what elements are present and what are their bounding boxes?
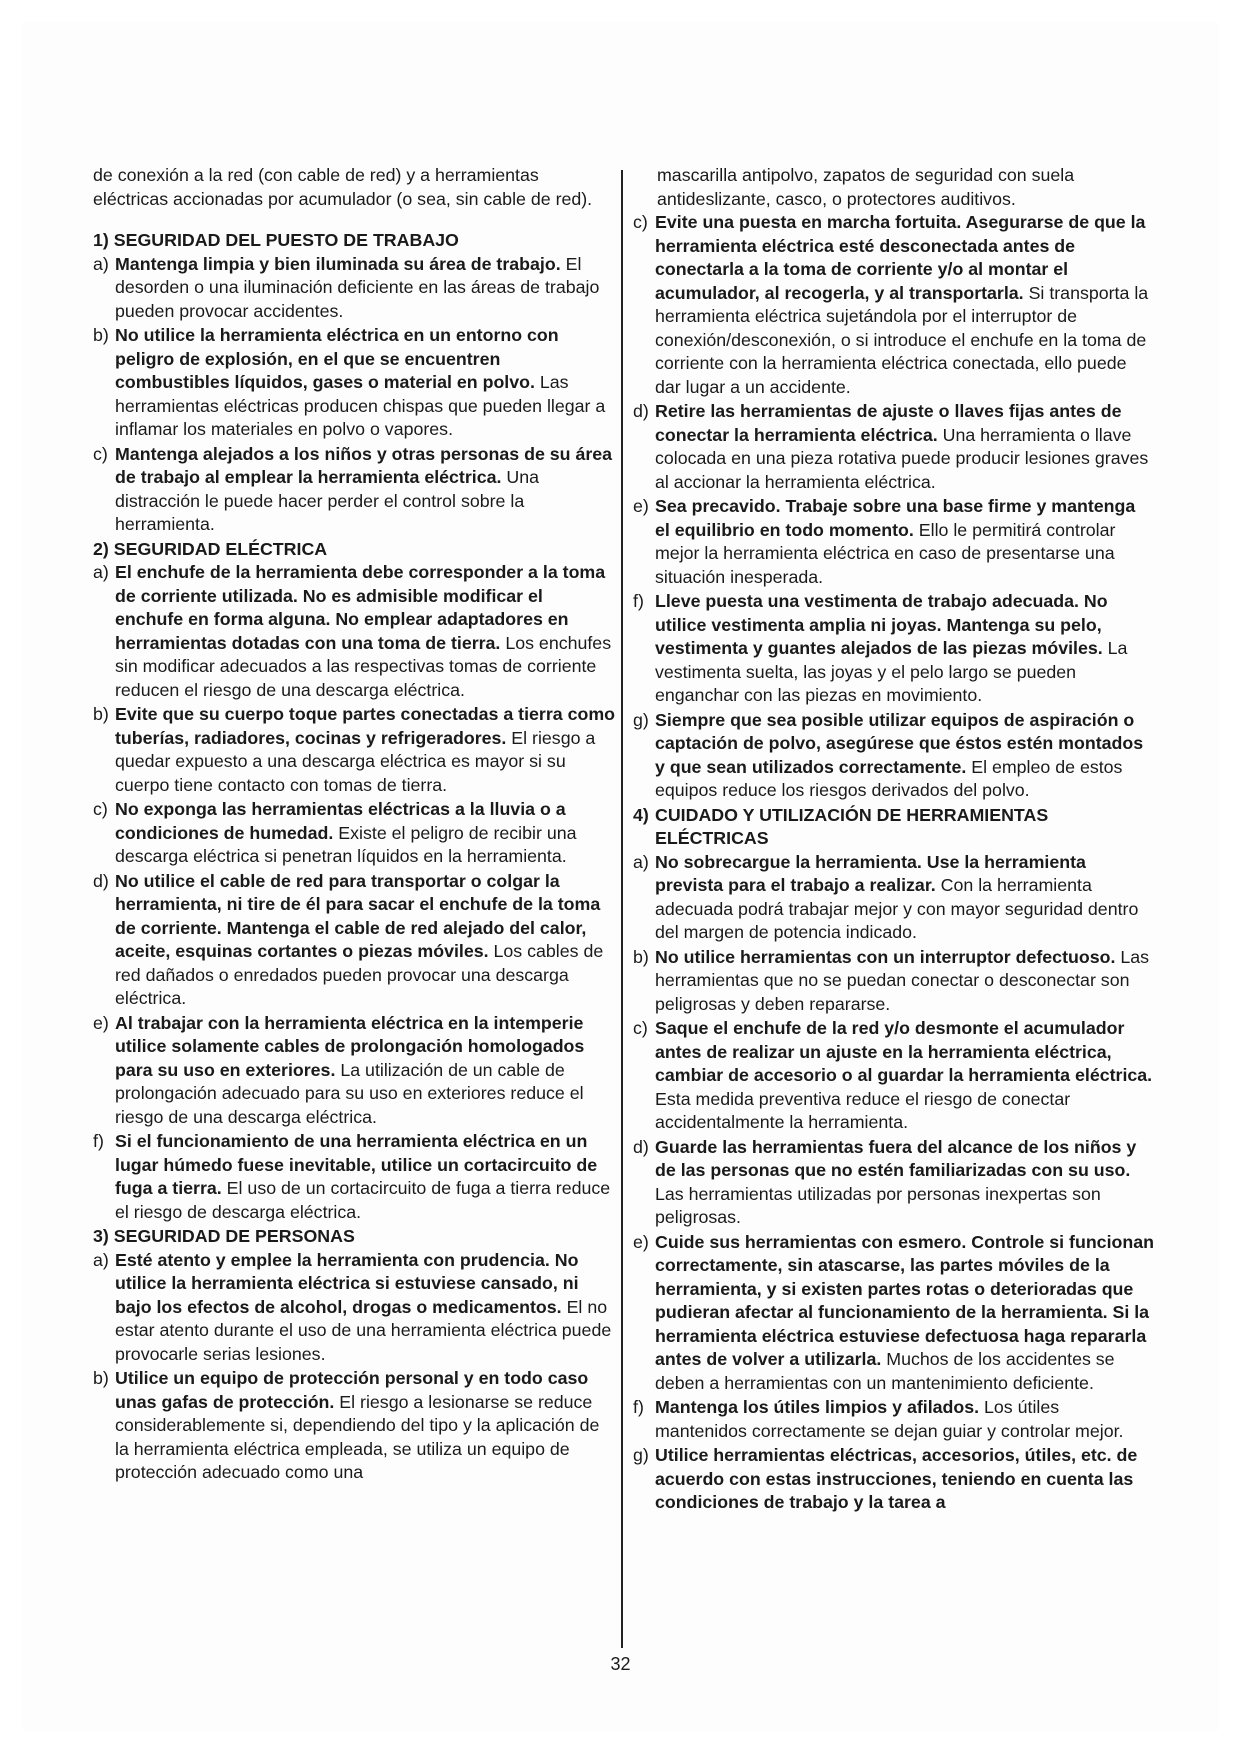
section-4-list <box>633 851 1155 1515</box>
item-bold-text: Evite que su cuerpo toque partes conectadas a tierra como tuberías, radiadores, cocinas y refrigeradores. <box>115 704 616 748</box>
item-bold-text: Utilice un equipo de protección personal y en todo caso unas gafas de protección. <box>115 1368 589 1412</box>
item-text <box>115 1249 615 1367</box>
item-regular-text: Las herramientas eléctricas producen chispas que pueden llegar a inflamar los materiales en polvo o vapores. <box>115 372 606 439</box>
item-label: c) <box>93 799 108 819</box>
list-item <box>93 870 615 1011</box>
item-regular-text: Existe el peligro de recibir una descarga eléctrica si penetran líquidos en la herramienta. <box>115 822 577 866</box>
item-text <box>115 703 615 797</box>
section-3-list-continued <box>633 211 1155 803</box>
item-label: f) <box>633 1397 644 1417</box>
item-text <box>655 1017 1155 1135</box>
item-label: f) <box>93 1131 104 1151</box>
list-item <box>633 1017 1155 1135</box>
item-bold-text: No sobrecargue la herramienta. Use la herramienta prevista para el trabajo a realizar. <box>655 851 1086 895</box>
item-bold-text: El enchufe de la herramienta debe corresponder a la toma de corriente utilizada. No es admisible modificar el enchufe en forma alguna. No emplear adaptadores en herramientas dotadas con una toma de tierra. <box>115 562 606 653</box>
item-bold-text: No utilice el cable de red para transportar o colgar la herramienta, ni tire de él para sacar el enchufe de la toma de corriente. Mantenga el cable de red alejado del calor, aceite, esquinas cortantes o piezas móviles. <box>115 870 601 961</box>
list-item <box>93 324 615 442</box>
item-label: b) <box>633 946 649 967</box>
item-text <box>655 495 1155 589</box>
item-regular-text: Esta medida preventiva reduce el riesgo de conectar accidentalmente la herramienta. <box>655 1088 1071 1132</box>
item-label: e) <box>633 496 649 516</box>
list-item <box>633 400 1155 494</box>
item-text <box>655 1136 1155 1230</box>
item-regular-text: El desorden o una iluminación deficiente en las áreas de trabajo pueden provocar accidentes. <box>115 253 600 321</box>
item-label: d) <box>633 1136 649 1157</box>
continued-paragraph: mascarilla antipolvo, zapatos de seguridad con suela antideslizante, casco, o protectores auditivos. <box>657 165 1075 209</box>
item-regular-text: El uso de un cortacircuito de fuga a tierra reduce el riesgo de descarga eléctrica. <box>115 1178 611 1222</box>
item-label: b) <box>93 704 109 724</box>
item-bold-text: Esté atento y emplee la herramienta con prudencia. No utilice la herramienta eléctrica si estuviese cansado, ni bajo los efectos de alcohol, drogas o medicamentos. <box>115 1249 579 1317</box>
section-heading-2: 2) SEGURIDAD ELÉCTRICA <box>93 538 328 559</box>
item-text <box>115 253 615 324</box>
item-bold-text: Saque el enchufe de la red y/o desmonte el acumulador antes de realizar un ajuste en la herramienta eléctrica, cambiar de accesorio o al guardar la herramienta eléctrica. <box>655 1018 1153 1085</box>
item-label: c) <box>633 212 648 232</box>
item-text <box>655 946 1155 1017</box>
item-bold-text: Mantenga los útiles limpios y afilados. <box>655 1397 980 1417</box>
item-label: f) <box>633 591 644 611</box>
item-text <box>655 1396 1155 1443</box>
item-bold-text: No utilice la herramienta eléctrica en un entorno con peligro de explosión, en el que se encuentren combustibles líquidos, gases o material en polvo. <box>115 325 559 392</box>
item-bold-text: Mantenga alejados a los niños y otras personas de su área de trabajo al emplear la herramienta eléctrica. <box>115 443 613 487</box>
list-item <box>633 1444 1155 1515</box>
item-bold-text: Sea precavido. Trabaje sobre una base firme y mantenga el equilibrio en todo momento. <box>655 496 1136 540</box>
section-2-list <box>93 561 615 1224</box>
item-text <box>655 709 1155 803</box>
list-item <box>93 1130 615 1224</box>
section-heading-4 <box>633 804 1155 851</box>
item-bold-text: Utilice herramientas eléctricas, accesorios, útiles, etc. de acuerdo con estas instrucciones, teniendo en cuenta las condiciones de trabajo y la tarea a <box>655 1445 1138 1512</box>
item-label: a) <box>93 253 109 274</box>
section-heading-3: 3) SEGURIDAD DE PERSONAS <box>93 1226 355 1246</box>
list-item <box>633 946 1155 1017</box>
list-item <box>93 703 615 797</box>
item-label: a) <box>93 1249 109 1270</box>
item-text <box>115 324 615 442</box>
list-item <box>93 798 615 869</box>
item-bold-text: Siempre que sea posible utilizar equipos de aspiración o captación de polvo, asegúrese que éstos estén montados y que sean utilizados correctamente. <box>655 709 1144 777</box>
left-column <box>93 164 615 1486</box>
item-bold-text: Mantenga limpia y bien iluminada su área de trabajo. <box>115 253 561 274</box>
item-bold-text: Lleve puesta una vestimenta de trabajo adecuada. No utilice vestimenta amplia ni joyas. Mantenga su pelo, vestimenta y guantes alejados de las piezas móviles. <box>655 591 1108 658</box>
list-item <box>93 253 615 324</box>
item-text <box>115 561 615 702</box>
item-text <box>115 1130 615 1224</box>
item-text <box>655 590 1155 708</box>
item-label: c) <box>633 1018 648 1038</box>
item-text <box>655 400 1155 494</box>
item-regular-text: El riesgo a lesionarse se reduce considerablemente si, dependiendo del tipo y la aplicación de la herramienta eléctrica empleada, se utiliza un equipo de protección adecuado como una <box>115 1391 600 1482</box>
item-bold-text: Si el funcionamiento de una herramienta eléctrica en un lugar húmedo fuese inevitable, utilice un cortacircuito de fuga a tierra. <box>115 1131 598 1198</box>
column-divider <box>621 170 623 1648</box>
list-item <box>633 851 1155 945</box>
item-label: g) <box>633 709 649 730</box>
item-regular-text: El empleo de estos equipos reduce los riesgos derivados del polvo. <box>655 756 1123 800</box>
list-item <box>93 561 615 702</box>
item-regular-text: Una distracción le puede hacer perder el control sobre la herramienta. <box>115 467 539 534</box>
item-regular-text: Ello le permitirá controlar mejor la herramienta eléctrica en caso de presentarse una situación inesperada. <box>655 519 1116 587</box>
item-regular-text: Las herramientas que no se puedan conectar o desconectar son peligrosas y deben repararse. <box>655 946 1150 1014</box>
item-regular-text: La utilización de un cable de prolongación adecuado para su uso en exteriores reduce el riesgo de una descarga eléctrica. <box>115 1059 584 1127</box>
item-bold-text: No utilice herramientas con un interruptor defectuoso. <box>655 946 1116 967</box>
section-heading-1: 1) SEGURIDAD DEL PUESTO DE TRABAJO <box>93 230 459 250</box>
item-regular-text: Con la herramienta adecuada podrá trabajar mejor y con mayor seguridad dentro del margen de potencia indicado. <box>655 875 1139 942</box>
item-label: a) <box>93 562 109 582</box>
item-text <box>115 1367 615 1485</box>
item-label: g) <box>633 1445 649 1465</box>
section-4-number: 4) <box>633 804 649 825</box>
item-label: e) <box>633 1231 649 1252</box>
item-text <box>115 870 615 1011</box>
item-label: b) <box>93 325 109 345</box>
list-item <box>633 590 1155 708</box>
item-bold-text: No exponga las herramientas eléctricas a la lluvia o a condiciones de humedad. <box>115 799 566 843</box>
item-text <box>655 211 1155 399</box>
list-item <box>633 211 1155 399</box>
item-label: d) <box>93 870 109 891</box>
item-regular-text: La vestimenta suelta, las joyas y el pelo largo se pueden enganchar con las piezas en movimiento. <box>655 638 1128 705</box>
item-bold-text: Evite una puesta en marcha fortuita. Asegurarse de que la herramienta eléctrica esté desconectada antes de conectarla a la toma de corriente y/o al montar el acumulador, al recogerla, y al transportarla. <box>655 212 1146 303</box>
section-4-title: CUIDADO Y UTILIZACIÓN DE HERRAMIENTAS ELÉCTRICAS <box>655 804 1049 848</box>
item-bold-text: Retire las herramientas de ajuste o llaves fijas antes de conectar la herramienta eléctrica. <box>655 401 1122 445</box>
page-number: 32 <box>610 1654 631 1674</box>
item-label: b) <box>93 1368 109 1388</box>
item-regular-text: Si transporta la herramienta eléctrica sujetándola por el interruptor de conexión/desconexión, o si introduce el enchufe en la toma de corriente con la herramienta eléctrica conectada, ello puede dar lugar a un accidente. <box>655 282 1149 397</box>
list-item <box>93 1249 615 1367</box>
list-item <box>633 1231 1155 1396</box>
item-label: e) <box>93 1012 109 1033</box>
item-regular-text: Una herramienta o llave colocada en una pieza rotativa puede producir lesiones graves al accionar la herramienta eléctrica. <box>655 424 1149 492</box>
item-regular-text: Muchos de los accidentes se deben a herramientas con un mantenimiento deficiente. <box>655 1349 1115 1393</box>
item-text <box>655 1444 1155 1515</box>
item-label: c) <box>93 443 108 464</box>
item-text <box>115 798 615 869</box>
section-1-list <box>93 253 615 537</box>
list-item <box>633 709 1155 803</box>
item-text <box>655 851 1155 945</box>
item-regular-text: Las herramientas utilizadas por personas inexpertas son peligrosas. <box>655 1183 1101 1227</box>
section-3-list <box>93 1249 615 1485</box>
item-regular-text: El riesgo a quedar expuesto a una descarga eléctrica es mayor si su cuerpo tiene contacto con tomas de tierra. <box>115 727 596 795</box>
item-text <box>115 1012 615 1130</box>
item-regular-text: Los enchufes sin modificar adecuados a las respectivas tomas de corriente reducen el riesgo de una descarga eléctrica. <box>115 632 612 700</box>
item-text <box>115 443 615 537</box>
list-item <box>93 1367 615 1485</box>
list-item <box>633 495 1155 589</box>
intro-paragraph: de conexión a la red (con cable de red) y a herramientas eléctricas accionadas por acumulador (o sea, sin cable de red). <box>93 165 593 209</box>
list-item <box>93 443 615 537</box>
item-bold-text: Guarde las herramientas fuera del alcance de los niños y de las personas que no estén familiarizadas con su uso. <box>655 1136 1137 1180</box>
list-item <box>633 1136 1155 1230</box>
item-label: d) <box>633 401 649 421</box>
list-item <box>633 1396 1155 1443</box>
item-regular-text: El no estar atento durante el uso de una herramienta eléctrica puede provocarle serias lesiones. <box>115 1296 612 1364</box>
item-label: a) <box>633 851 649 872</box>
item-text <box>655 1231 1155 1396</box>
item-regular-text: Los cables de red dañados o enredados pueden provocar una descarga eléctrica. <box>115 941 604 1008</box>
item-bold-text: Cuide sus herramientas con esmero. Controle si funcionan correctamente, sin atascarse, las partes móviles de la herramienta, y si existen partes rotas o deterioradas que pudieran afectar al funcionamiento de la herramienta. Si la herramienta eléctrica estuviese defectuosa haga repararla antes de volver a utilizarla. <box>655 1231 1154 1369</box>
item-regular-text: Los útiles mantenidos correctamente se dejan guiar y controlar mejor. <box>655 1397 1124 1441</box>
right-column <box>633 164 1155 1516</box>
list-item <box>93 1012 615 1130</box>
item-bold-text: Al trabajar con la herramienta eléctrica en la intemperie utilice solamente cables de prolongación homologados para su uso en exteriores. <box>115 1012 585 1080</box>
